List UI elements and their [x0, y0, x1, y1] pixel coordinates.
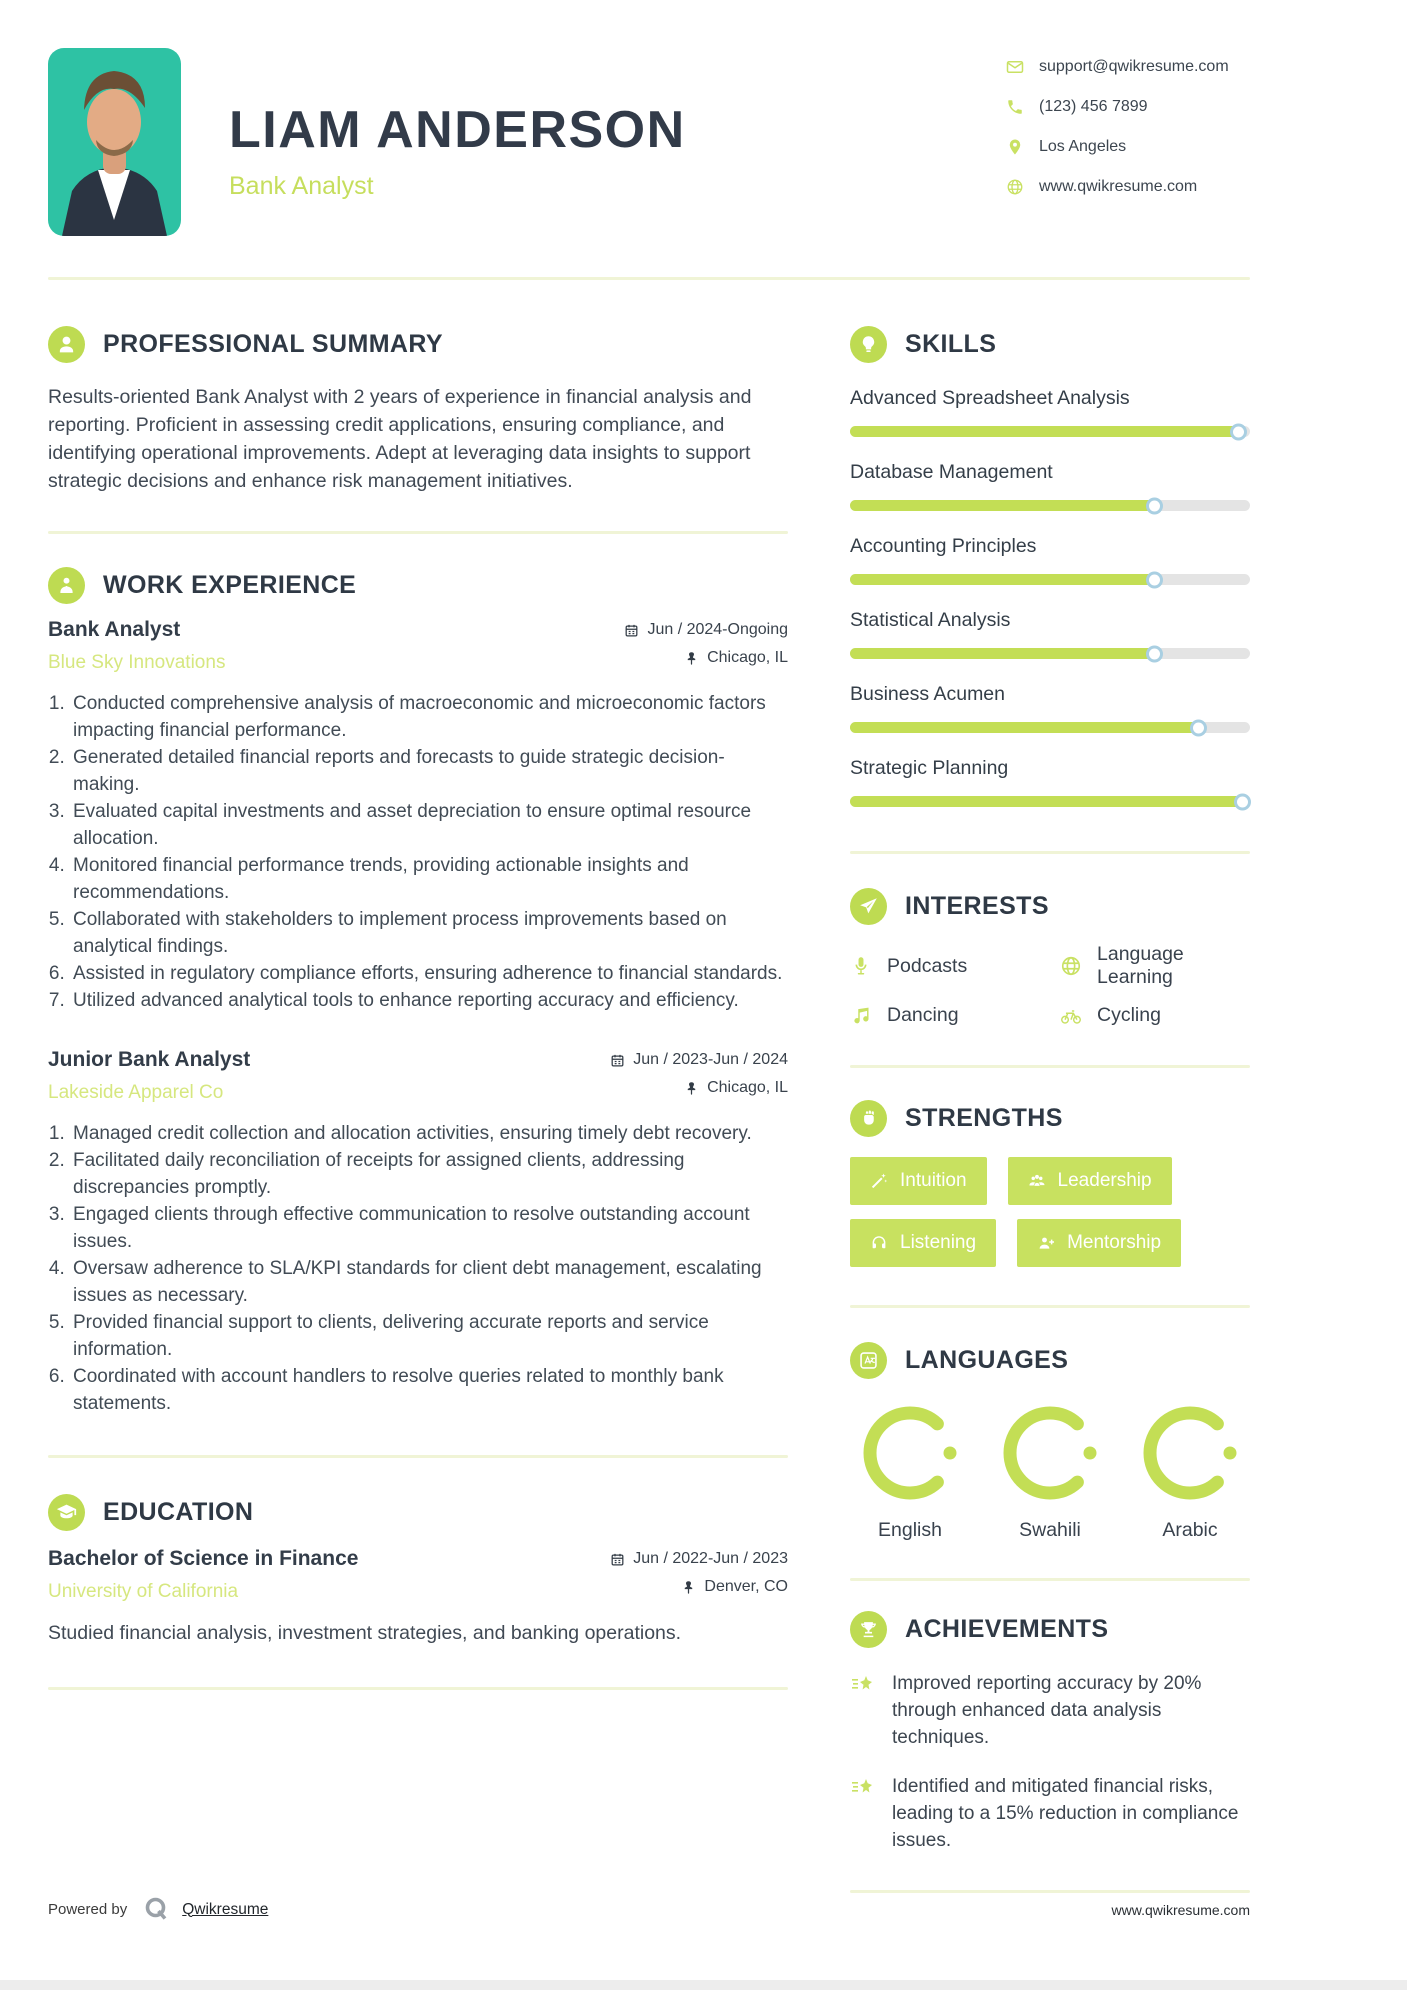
language-label: Arabic: [1162, 1519, 1218, 1541]
contact-email[interactable]: [1006, 58, 1250, 76]
qwikresume-logo-icon: [143, 1896, 170, 1923]
skill-slider-knob: [1234, 793, 1251, 810]
skill-slider-fill: [850, 648, 1154, 659]
headphones-icon: [870, 1234, 888, 1252]
language-ring: [1002, 1405, 1098, 1501]
language-rings: [850, 1405, 1250, 1542]
summary-section: [48, 326, 788, 495]
education-text: Studied financial analysis, investment strategies, and banking operations.: [48, 1622, 682, 1644]
qwikresume-link[interactable]: Qwikresume: [182, 1900, 269, 1918]
education-date: Jun / 2022-Jun / 2023: [633, 1550, 788, 1567]
paper-plane-icon: [850, 888, 887, 925]
strength-badge: [1017, 1219, 1181, 1267]
calendar-icon: [610, 1552, 625, 1567]
powered-by-label: Powered by: [48, 1901, 128, 1918]
avatar: [48, 48, 181, 236]
job-bullet: 4. Oversaw adherence to SLA/KPI standards for client debt management, escalating issues as necessary.: [70, 1255, 788, 1309]
job-bullet: 5. Provided financial support to clients, delivering accurate reports and service information.: [70, 1309, 788, 1363]
contact-website[interactable]: [1006, 178, 1250, 196]
contact-list: [1006, 58, 1250, 236]
job-date: Jun / 2023-Jun / 2024: [633, 1051, 788, 1068]
job-meta: [624, 618, 788, 674]
microphone-icon: [850, 955, 872, 977]
strength-label: Leadership: [1057, 1170, 1152, 1191]
job-location: Chicago, IL: [707, 1079, 788, 1096]
skill-slider-knob: [1230, 423, 1247, 440]
experience-heading: WORK EXPERIENCE: [103, 571, 357, 599]
interest-item: [1060, 943, 1250, 989]
education-header: [48, 1494, 788, 1531]
interests-section: [850, 888, 1250, 1027]
language-item: [1130, 1405, 1250, 1542]
interest-label: Language Learning: [1097, 943, 1184, 988]
resume-page: [48, 0, 1250, 1893]
job-meta: [610, 1048, 788, 1104]
summary-header: [48, 326, 788, 363]
section-divider: [48, 1687, 788, 1690]
pushpin-icon: [681, 1580, 696, 1595]
language-item: [850, 1405, 970, 1542]
section-divider: [850, 851, 1250, 854]
skill-name: Statistical Analysis: [850, 609, 1011, 631]
interest-label: Cycling: [1097, 1004, 1161, 1026]
languages-heading: LANGUAGES: [905, 1346, 1069, 1374]
strength-badge: [850, 1157, 987, 1205]
strengths-header: [850, 1100, 1250, 1137]
languages-section: [850, 1342, 1250, 1542]
skill-slider-fill: [850, 426, 1238, 437]
job-company: Blue Sky Innovations: [48, 652, 226, 673]
skill-item: [850, 609, 1250, 659]
education-meta: [610, 1547, 788, 1603]
job-bullet: 3. Engaged clients through effective communication to resolve outstanding account issues.: [70, 1201, 788, 1255]
job-date: Jun / 2024-Ongoing: [647, 621, 788, 638]
skill-item: [850, 683, 1250, 733]
skill-name: Strategic Planning: [850, 757, 1009, 779]
section-divider: [850, 1890, 1250, 1893]
skills-section: [850, 326, 1250, 807]
achievement-item: [850, 1773, 1250, 1854]
language-ring: [862, 1405, 958, 1501]
summary-heading: PROFESSIONAL SUMMARY: [103, 330, 443, 358]
contact-location-text: Los Angeles: [1039, 138, 1127, 155]
translate-icon: [850, 1342, 887, 1379]
skill-slider: [850, 574, 1250, 585]
achievement-text: Identified and mitigated financial risks, leading to a 15% reduction in compliance issues.: [892, 1776, 1239, 1851]
strengths-section: [850, 1100, 1250, 1267]
skill-slider: [850, 500, 1250, 511]
profile-photo: [48, 48, 181, 236]
wand-icon: [870, 1172, 888, 1190]
job-bullets: [48, 1120, 788, 1417]
contact-phone-text: (123) 456 7899: [1039, 98, 1148, 115]
skill-item: [850, 387, 1250, 437]
job-bullet: 1. Conducted comprehensive analysis of macroeconomic and microeconomic factors impacting financial performance.: [70, 690, 788, 744]
right-column: [850, 280, 1250, 1893]
left-column: [48, 280, 788, 1690]
achievements-heading: ACHIEVEMENTS: [905, 1615, 1109, 1643]
experience-section: [48, 567, 788, 1417]
skill-slider-knob: [1146, 571, 1163, 588]
strength-label: Intuition: [900, 1170, 967, 1191]
skill-slider-fill: [850, 574, 1154, 585]
section-divider: [48, 531, 788, 534]
skill-slider-knob: [1146, 497, 1163, 514]
lightbulb-icon: [850, 326, 887, 363]
skill-slider: [850, 426, 1250, 437]
contact-email-text: support@qwikresume.com: [1039, 58, 1229, 75]
job-bullets: [48, 690, 788, 1014]
contact-phone: [1006, 98, 1250, 116]
job-bullet: 1. Managed credit collection and allocation activities, ensuring timely debt recovery.: [70, 1120, 788, 1147]
education-degree: Bachelor of Science in Finance: [48, 1547, 359, 1570]
language-item: [990, 1405, 1110, 1542]
job-location: Chicago, IL: [707, 649, 788, 666]
bicycle-icon: [1060, 1005, 1082, 1027]
header: [48, 48, 1250, 236]
skill-slider-fill: [850, 500, 1154, 511]
education-location: Denver, CO: [704, 1578, 788, 1595]
person-icon: [48, 326, 85, 363]
strength-badge: [1008, 1157, 1172, 1205]
section-divider: [48, 1455, 788, 1458]
skill-slider: [850, 796, 1250, 807]
interests-heading: INTERESTS: [905, 892, 1049, 920]
languages-header: [850, 1342, 1250, 1379]
skill-item: [850, 535, 1250, 585]
interest-label: Dancing: [887, 1004, 959, 1026]
job-title: Bank Analyst: [48, 618, 181, 641]
language-label: Swahili: [1019, 1519, 1081, 1541]
graduation-cap-icon: [48, 1494, 85, 1531]
education-heading: EDUCATION: [103, 1498, 254, 1526]
skill-name: Advanced Spreadsheet Analysis: [850, 387, 1130, 409]
language-ring: [1142, 1405, 1238, 1501]
experience-header: [48, 567, 788, 604]
interests-header: [850, 888, 1250, 925]
shooting-star-icon: [850, 1775, 876, 1801]
email-icon: [1006, 58, 1024, 76]
achievement-text: Improved reporting accuracy by 20% through enhanced data analysis techniques.: [892, 1673, 1202, 1748]
skill-slider-fill: [850, 796, 1242, 807]
skill-slider-fill: [850, 722, 1198, 733]
globe-icon: [1060, 955, 1082, 977]
education-section: [48, 1494, 788, 1647]
contact-location: [1006, 138, 1250, 156]
skills-heading: SKILLS: [905, 330, 997, 358]
pushpin-icon: [684, 651, 699, 666]
interest-label: Podcasts: [887, 954, 968, 977]
contact-website-text: www.qwikresume.com: [1039, 178, 1198, 195]
skills-header: [850, 326, 1250, 363]
skill-item: [850, 461, 1250, 511]
candidate-name: LIAM ANDERSON: [229, 101, 686, 159]
section-divider: [850, 1305, 1250, 1308]
skill-slider: [850, 722, 1250, 733]
bottom-strip: [0, 1980, 1407, 1990]
skill-name: Business Acumen: [850, 683, 1006, 705]
job-bullet: 6. Assisted in regulatory compliance efforts, ensuring adherence to financial standards.: [70, 960, 788, 987]
candidate-title: Bank Analyst: [229, 172, 374, 200]
shooting-star-icon: [850, 1672, 876, 1698]
job-title: Junior Bank Analyst: [48, 1048, 251, 1071]
skill-name: Accounting Principles: [850, 535, 1037, 557]
interest-item: [1060, 1004, 1250, 1027]
job-bullet: 5. Collaborated with stakeholders to implement process improvements based on analytical findings.: [70, 906, 788, 960]
strength-label: Mentorship: [1067, 1232, 1162, 1253]
summary-text: Results-oriented Bank Analyst with 2 years of experience in financial analysis and reporting. Proficient in assessing credit applications, ensuring compliance, and identifying operational improvements. Adept at leveraging data insights to support strategic decisions and enhance risk management initiatives.: [48, 386, 752, 492]
calendar-icon: [624, 623, 639, 638]
strength-badges: [850, 1157, 1250, 1267]
job-bullet: 6. Coordinated with account handlers to resolve queries related to monthly bank statements.: [70, 1363, 788, 1417]
strengths-heading: STRENGTHS: [905, 1104, 1063, 1132]
globe-icon: [1006, 178, 1024, 196]
location-icon: [1006, 138, 1024, 156]
skill-item: [850, 757, 1250, 807]
achievement-item: [850, 1670, 1250, 1751]
strength-label: Listening: [900, 1232, 977, 1253]
achievements-header: [850, 1611, 1250, 1648]
pushpin-icon: [684, 1081, 699, 1096]
phone-icon: [1006, 98, 1024, 116]
mentor-icon: [1037, 1234, 1055, 1252]
interest-item: [850, 943, 1040, 989]
strength-badge: [850, 1219, 996, 1267]
music-icon: [850, 1005, 872, 1027]
achievements-section: [850, 1611, 1250, 1854]
skill-slider-knob: [1190, 719, 1207, 736]
job-bullet: 7. Utilized advanced analytical tools to enhance reporting accuracy and efficiency.: [70, 987, 788, 1014]
worker-icon: [48, 567, 85, 604]
section-divider: [850, 1578, 1250, 1581]
job-bullet: 2. Generated detailed financial reports and forecasts to guide strategic decision-making.: [70, 744, 788, 798]
trophy-icon: [850, 1611, 887, 1648]
skill-slider: [850, 648, 1250, 659]
interest-item: [850, 1004, 1040, 1027]
team-icon: [1028, 1172, 1046, 1190]
job-bullet: 2. Facilitated daily reconciliation of receipts for assigned clients, addressing discrepancies promptly.: [70, 1147, 788, 1201]
fist-icon: [850, 1100, 887, 1137]
interest-grid: [850, 943, 1250, 1027]
section-divider: [850, 1065, 1250, 1068]
job-bullet: 3. Evaluated capital investments and asset depreciation to ensure optimal resource allocation.: [70, 798, 788, 852]
skill-name: Database Management: [850, 461, 1053, 483]
footer: [48, 1896, 1250, 1923]
job-entry: [48, 1048, 788, 1417]
footer-site-url: www.qwikresume.com: [1111, 1901, 1250, 1918]
skill-slider-knob: [1146, 645, 1163, 662]
job-entry: [48, 618, 788, 1014]
job-bullet: 4. Monitored financial performance trends, providing actionable insights and recommendations.: [70, 852, 788, 906]
calendar-icon: [610, 1053, 625, 1068]
education-school: University of California: [48, 1581, 239, 1602]
language-label: English: [878, 1519, 942, 1541]
job-company: Lakeside Apparel Co: [48, 1082, 224, 1103]
